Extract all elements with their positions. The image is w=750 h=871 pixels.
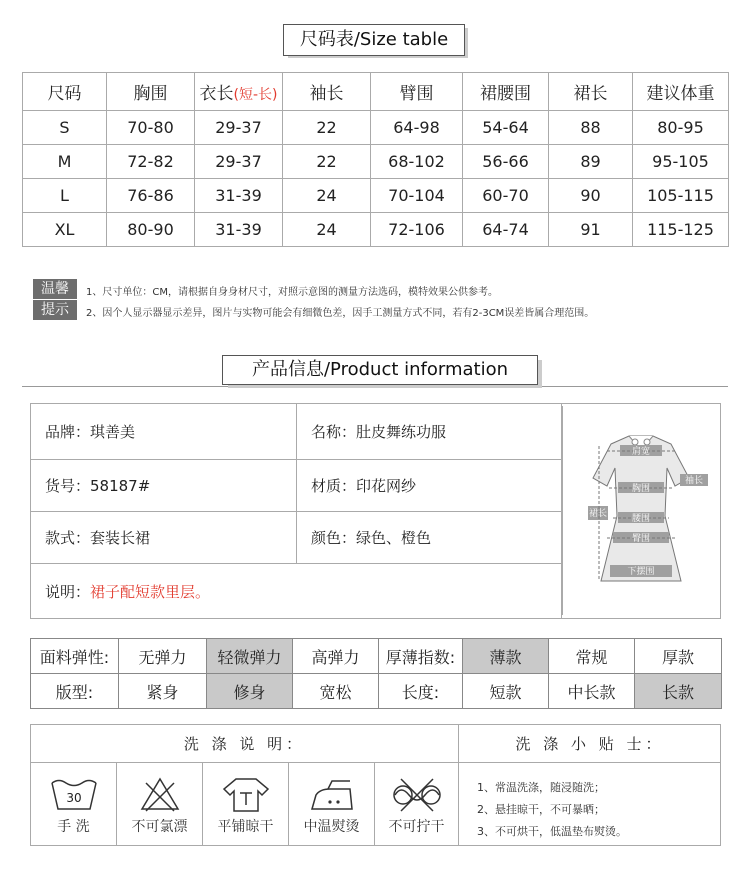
- diagram-label-chest: 胸围: [631, 484, 651, 494]
- flat-dry-icon: [216, 771, 276, 821]
- skirt-length-cell: 89: [549, 145, 633, 179]
- diagram-label-sleeve: 袖长: [684, 476, 704, 486]
- chest-cell: 72-82: [107, 145, 195, 179]
- length-cell: 29-37: [195, 111, 283, 145]
- weight-cell: 80-95: [633, 111, 729, 145]
- size-cell: XL: [23, 213, 107, 247]
- option-mid-length: 中长款: [549, 674, 635, 709]
- skirt-waist-cell: 64-74: [463, 213, 549, 247]
- size-cell: M: [23, 145, 107, 179]
- length-cell: 31-39: [195, 213, 283, 247]
- arm-cell: 70-104: [371, 179, 463, 213]
- option-slim-selected: 修身: [207, 674, 293, 709]
- table-row: [23, 145, 729, 179]
- fit-label: 版型:: [31, 674, 119, 709]
- tip-badge-bottom: 提示: [33, 300, 77, 320]
- note-field: [31, 564, 562, 618]
- length-label: 长度:: [379, 674, 463, 709]
- tip-line-2: 2、因个人显示器显示差异，图片与实物可能会有细微色差，因手工测量方式不同，若有2-3CM误差皆属合理范围。: [86, 308, 595, 319]
- diagram-label-waist: 腰围: [631, 514, 651, 524]
- skirt-length-cell: 90: [549, 179, 633, 213]
- option-long-selected: 长款: [635, 674, 722, 709]
- hand-wash-icon: [44, 771, 104, 821]
- option-high-stretch: 高弹力: [293, 639, 379, 674]
- header-skirt-waist: 裙腰围: [463, 73, 549, 111]
- option-thick: 厚款: [635, 639, 722, 674]
- diagram-label-shoulder: 肩宽: [631, 447, 651, 457]
- material-field: 材质：印花网纱: [297, 460, 562, 512]
- size-table: [22, 72, 729, 247]
- item-number-field: 货号：58187#: [31, 460, 297, 512]
- size-table-header-row: [23, 73, 729, 111]
- no-bleach-icon: [130, 771, 190, 821]
- size-table-title: 尺码表/Size table: [283, 24, 465, 56]
- tip-line-1: 1、尺寸单位：CM，请根据自身身材尺寸，对照示意图的测量方法选码，模特效果公供参考。: [86, 287, 498, 298]
- dress-measurement-diagram: [562, 406, 718, 615]
- size-cell: L: [23, 179, 107, 213]
- table-row: [23, 213, 729, 247]
- length-cell: 29-37: [195, 145, 283, 179]
- diagram-label-hip: 臀围: [631, 534, 651, 544]
- sleeve-cell: 22: [283, 111, 371, 145]
- iron-icon: [302, 771, 362, 821]
- chest-cell: 70-80: [107, 111, 195, 145]
- tip-badge-top: 温馨: [33, 279, 77, 299]
- wash-tip-2: 2、悬挂晾干，不可暴晒；: [477, 803, 605, 816]
- flat-dry-cell: [203, 763, 289, 846]
- style-field: 款式：套装长裙: [31, 512, 297, 564]
- option-regular: 常规: [549, 639, 635, 674]
- arm-cell: 72-106: [371, 213, 463, 247]
- weight-cell: 105-115: [633, 179, 729, 213]
- skirt-waist-cell: 60-70: [463, 179, 549, 213]
- option-slight-stretch-selected: 轻微弹力: [207, 639, 293, 674]
- wash-tips-header: 洗 涤 小 贴 士：: [459, 725, 721, 763]
- length-cell: 31-39: [195, 179, 283, 213]
- header-skirt-length: 裙长: [549, 73, 633, 111]
- skirt-waist-cell: 56-66: [463, 145, 549, 179]
- chest-cell: 76-86: [107, 179, 195, 213]
- no-wring-icon: [387, 771, 447, 821]
- sleeve-cell: 22: [283, 145, 371, 179]
- option-thin-selected: 薄款: [463, 639, 549, 674]
- arm-cell: 68-102: [371, 145, 463, 179]
- hand-wash-label: 手 洗: [57, 819, 90, 835]
- table-row: [23, 111, 729, 145]
- wash-instructions-header: 洗 涤 说 明：: [31, 725, 459, 763]
- note-value: 裙子配短款里层。: [90, 582, 211, 601]
- option-short: 短款: [463, 674, 549, 709]
- diagram-label-length: 裙长: [588, 509, 608, 519]
- no-bleach-label: 不可氯漂: [131, 819, 188, 835]
- hand-wash-cell: [31, 763, 117, 846]
- arm-cell: 64-98: [371, 111, 463, 145]
- header-size: 尺码: [23, 73, 107, 111]
- header-sleeve: 袖长: [283, 73, 371, 111]
- wash-tip-1: 1、常温洗涤，随浸随洗；: [477, 781, 605, 794]
- diagram-label-hem: 下摆围: [627, 567, 655, 577]
- wash-temperature: 30: [65, 791, 82, 805]
- header-weight: 建议体重: [633, 73, 729, 111]
- sleeve-cell: 24: [283, 179, 371, 213]
- color-field: 颜色：绿色、橙色: [297, 512, 562, 564]
- no-wring-cell: [375, 763, 459, 846]
- header-chest: 胸围: [107, 73, 195, 111]
- thickness-label: 厚薄指数:: [379, 639, 463, 674]
- chest-cell: 80-90: [107, 213, 195, 247]
- name-field: 名称：肚皮舞练功服: [297, 404, 562, 460]
- medium-iron-cell: [289, 763, 375, 846]
- note-label: 说明：: [45, 582, 91, 601]
- skirt-length-cell: 91: [549, 213, 633, 247]
- option-loose: 宽松: [293, 674, 379, 709]
- size-cell: S: [23, 111, 107, 145]
- brand-field: 品牌：琪善美: [31, 404, 297, 460]
- header-length: 衣长(短-长): [195, 73, 283, 111]
- washing-instructions-panel: [30, 724, 721, 846]
- sleeve-cell: 24: [283, 213, 371, 247]
- product-info-title: 产品信息/Product information: [222, 355, 538, 385]
- flat-dry-label: 平铺晾干: [217, 819, 274, 835]
- elasticity-row: [31, 639, 722, 674]
- fabric-attributes-table: [30, 638, 722, 709]
- weight-cell: 95-105: [633, 145, 729, 179]
- skirt-waist-cell: 54-64: [463, 111, 549, 145]
- elasticity-label: 面料弹性:: [31, 639, 119, 674]
- skirt-length-cell: 88: [549, 111, 633, 145]
- fit-row: [31, 674, 722, 709]
- option-no-stretch: 无弹力: [119, 639, 207, 674]
- header-arm: 臂围: [371, 73, 463, 111]
- no-bleach-cell: [117, 763, 203, 846]
- table-row: [23, 179, 729, 213]
- no-wring-label: 不可拧干: [388, 819, 445, 835]
- option-tight: 紧身: [119, 674, 207, 709]
- wash-tip-3: 3、不可烘干，低温垫布熨烫。: [477, 825, 627, 838]
- dress-diagram-svg: [563, 406, 719, 615]
- weight-cell: 115-125: [633, 213, 729, 247]
- medium-iron-label: 中温熨烫: [303, 819, 360, 835]
